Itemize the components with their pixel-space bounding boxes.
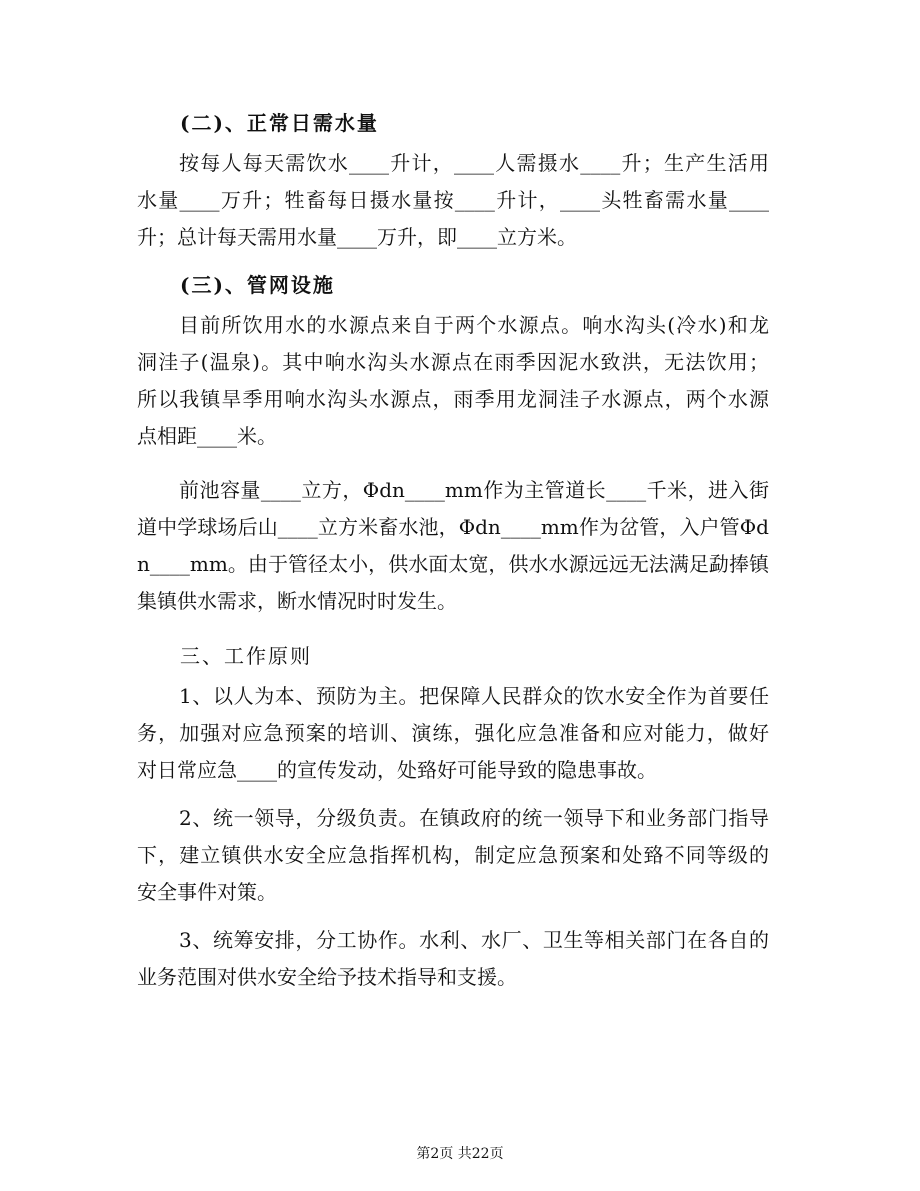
paragraph-pipe-specs — [137, 472, 769, 620]
text-line: n____mm。由于管径太小，供水面太宽，供水水源远远无法满足勐捧镇 — [137, 552, 769, 576]
text-line: 安全事件对策。 — [137, 880, 277, 904]
section-heading-pipeline: (三)、管网设施 — [180, 273, 335, 297]
paragraph-daily-water — [137, 145, 769, 256]
paragraph-water-sources — [137, 307, 769, 455]
text-line: 1、以人为本、预防为主。把保障人民群众的饮水安全作为首要任 — [179, 684, 769, 708]
text-line: 业务范围对供水安全给予技术指导和支援。 — [137, 965, 517, 989]
text-line: 目前所饮用水的水源点来自于两个水源点。响水沟头(冷水)和龙 — [179, 313, 769, 337]
text-line: 洞洼子(温泉)。其中响水沟头水源点在雨季因泥水致洪，无法饮用； — [137, 350, 769, 374]
text-line: 升；总计每天需用水量____万升，即____立方米。 — [137, 225, 577, 249]
page-number-footer: 第2页 共22页 — [416, 1146, 504, 1162]
text-line: 所以我镇旱季用响水沟头水源点，雨季用龙洞洼子水源点，两个水源 — [137, 387, 769, 411]
paragraph-principle-1 — [137, 678, 769, 789]
paragraph-principle-3 — [137, 922, 769, 996]
section-heading-principles: 三、工作原则 — [180, 644, 312, 668]
text-line: 下，建立镇供水安全应急指挥机构，制定应急预案和处臵不同等级的 — [137, 843, 769, 867]
text-line: 集镇供水需求，断水情况时时发生。 — [137, 589, 457, 613]
text-line: 3、统筹安排，分工协作。水利、水厂、卫生等相关部门在各自的 — [179, 928, 769, 952]
text-line: 前池容量____立方，Φdn____mm作为主管道长____千米，进入街 — [179, 478, 769, 502]
text-line: 务，加强对应急预案的培训、演练，强化应急准备和应对能力，做好 — [137, 721, 769, 745]
paragraph-principle-2 — [137, 800, 769, 911]
text-line: 水量____万升；牲畜每日摄水量按____升计，____头牲畜需水量____ — [137, 188, 769, 212]
text-line: 道中学球场后山____立方米畜水池，Φdn____mm作为岔管，入户管Φd — [137, 515, 769, 539]
text-line: 按每人每天需饮水____升计，____人需摄水____升；生产生活用 — [179, 151, 769, 175]
text-line: 对日常应急____的宣传发动，处臵好可能导致的隐患事故。 — [137, 758, 657, 782]
text-line: 点相距____米。 — [137, 424, 277, 448]
text-line: 2、统一领导，分级负责。在镇政府的统一领导下和业务部门指导 — [179, 806, 769, 830]
section-heading-daily-water: (二)、正常日需水量 — [180, 111, 379, 135]
